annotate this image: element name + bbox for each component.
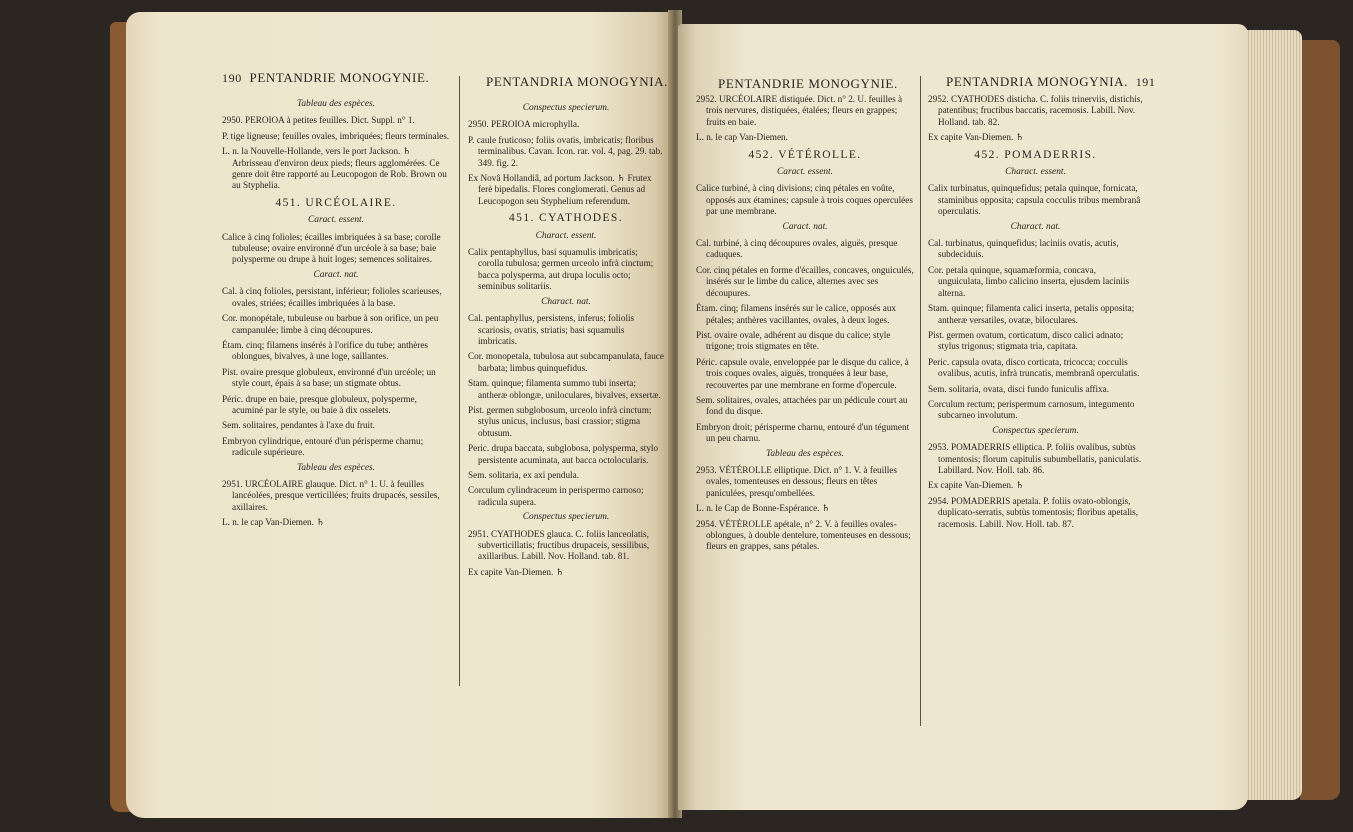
lp-fr-paragraph: Calice à cinq folioles; écailles imbriquées à sa base; corolle tubuleuse; ovaire environné d'un urcéole à sa base; baie polysperme ou drupe à huit loges; semences solitaires. [222,231,441,265]
left-page-header-fr [222,70,429,86]
left-page-french-column [222,96,450,533]
lp-la-paragraph: 2950. PEROIOA microphylla. [468,119,580,130]
rp-la-paragraph: Pist. germen ovatum, corticatum, disco calici adnato; stylus trigonus; stigmata tria, capitata. [928,329,1124,352]
lp-la-caption: Conspectus specierum. [522,512,610,523]
lp-la-paragraph: Peric. drupa baccata, subglobosa, polysperma, stylo persistente acuminata, aut bacca octolocularis. [468,443,659,465]
lp-fr-paragraph: L. n. la Nouvelle-Hollande, vers le port Jackson. ♄ Arbrisseau d'environ deux pieds; fleurs agglomérées. Ce genre doit être rapporté au Leucopogon de Rob. Brown ou au Styphelia. [222,146,447,191]
rp-la-paragraph: Cor. petala quinque, squamæformia, concava, unguiculata, limbo calicino inserta, ejusdem laciniis alterna. [928,264,1130,298]
rp-la-paragraph: 2953. POMADERRIS elliptica. P. foliis ovalibus, subtùs tomentosis; florum capitulis subumbellatis, paniculatis. Labillard. Nov. Holl. tab. 86. [928,442,1142,475]
lp-la-paragraph: Cal. pentaphyllus, persistens, inferus; foliolis scariosis, ovatis, striatis; basi squamulis imbricatis. [468,313,635,346]
rp-fr-paragraph: Cor. cinq pétales en forme d'écailles, concaves, onguiculés, insérés sur le limbe du calice, alternes avec ses découpures. [696,264,914,298]
rp-fr-caption: Caract. nat. [782,221,828,232]
rp-la-paragraph: Sem. solitaria, ovata, disci fundo funiculis affixa. [928,383,1109,394]
rp-fr-paragraph: 2952. URCÉOLAIRE distiquée. Dict. n° 2. U. feuilles à trois nervures, distiquées, étalées; fleurs en grappes; fruits en baie. [696,94,903,127]
lp-fr-caption: Tableau des espèces. [296,462,376,473]
rp-la-paragraph: Ex capite Van-Diemen. ♄ [928,132,1024,143]
lp-fr-paragraph: 2951. URCÉOLAIRE glauque. Dict. n° 1. U. à feuilles lancéolées, presque verticillées; fruits drupacés, sessiles, axillaires. [222,478,440,512]
right-page-title-la: PENTANDRIA MONOGYNIA. [946,74,1128,89]
lp-fr-paragraph: Cor. monopétale, tubuleuse ou barbue à son orifice, un peu campanulée; limbe à cinq découpures. [222,313,439,335]
lp-la-paragraph: Corculum cylindraceum in perispermo carnoso; radicula supera. [468,485,644,507]
lp-fr-paragraph: Embryon cylindrique, entouré d'un périsperme charnu; radicule supérieure. [222,435,424,458]
right-page-number: 191 [1135,75,1156,89]
rp-la-paragraph: Peric. capsula ovata, disco corticata, tricocca; cocculis ovalibus, acutis, infrà truncatis, membranâ operculatis. [928,356,1140,379]
lp-fr-paragraph: Péric. drupe en baie, presque globuleux, polysperme, acuminé par le style, ou baie à dix osselets. [222,393,417,415]
lp-fr-paragraph: Cal. à cinq folioles, persistant, inférieur; folioles scarieuses, ovales, striées; écailles imbriquées à la base. [222,286,442,308]
lp-fr-genus-heading: 451. URCÉOLAIRE. [275,196,397,209]
rp-fr-genus-heading: 452. VÉTÉROLLE. [748,148,862,161]
right-page-french-column [696,94,914,557]
right-page-latin-column [928,94,1143,534]
rp-la-paragraph: Corculum rectum; perispermum carnosum, integumento subcarneo involutum. [928,398,1135,421]
lp-fr-paragraph: 2950. PEROIOA à petites feuilles. Dict. Suppl. n° 1. [222,115,415,126]
rp-la-paragraph: Calix turbinatus, quinquefidus; petala quinque, fornicata, staminibus opposita; capsula cocculis tribus membranâ operculatis. [928,183,1141,217]
rp-fr-caption: Tableau des espèces. [765,448,845,459]
lp-fr-caption: Tableau des espèces. [296,99,376,109]
lp-fr-paragraph: L. n. le cap Van-Diemen. ♄ [222,517,325,528]
left-page [126,12,671,818]
lp-la-paragraph: Cor. monopetala, tubulosa aut subcampanulata, fauce barbata; limbus quinquefidus. [468,351,664,373]
rp-la-genus-heading: 452. POMADERRIS. [974,148,1097,161]
rp-fr-paragraph: L. n. le Cap de Bonne-Espérance. ♄ [696,503,831,514]
rp-la-paragraph: Stam. quinque; filamenta calici inserta, petalis opposita; antheræ versatiles, ovatæ, biloculares. [928,303,1135,325]
lp-la-paragraph: P. caule fruticoso; foliis ovatis, imbricatis; floribus terminalibus. Cavan. Icon. rar. vol. 4, pag. 29. tab. 349. fig. 2. [468,134,663,168]
lp-la-paragraph: Pist. germen subglobosum, urceolo infrà cinctum; stylus unicus, inclusus, basi crassior; stigma obtusum. [468,404,652,438]
rp-la-paragraph: Ex capite Van-Diemen. ♄ [928,480,1024,491]
lp-la-paragraph: Calix pentaphyllus, basi squamulis imbricatis; corolla tubulosa; germen urceolo infrà cinctum; bacca polysperma, aut drupa loculis octo; seminibus solitariis. [468,247,654,292]
rp-fr-paragraph: Péric. capsule ovale, enveloppée par le disque du calice, à trois coques ovales, aiguës, tronquées à leur base, recouvertes par une membrane en forme d'opercule. [696,356,909,390]
lp-la-caption: Charact. nat. [541,296,591,307]
lp-la-paragraph: 2951. CYATHODES glauca. C. foliis lanceolatis, subverticillatis; fructibus drupaceis, sessilibus, axillaribus. Labill. Nov. Holland. tab. 81. [468,528,650,562]
left-page-latin-column [468,100,664,582]
lp-la-caption: Charact. essent. [535,230,597,241]
rp-fr-paragraph: Calice turbiné, à cinq divisions; cinq pétales en voûte, opposés aux étamines; capsule à trois coques operculées par une membrane. [696,183,913,217]
lp-fr-caption: Caract. nat. [313,269,359,280]
rp-fr-paragraph: 2954. VÉTÉROLLE apétale, n° 2. V. à feuilles ovales-oblongues, à double dentelure, tomenteuses en dessous; fleurs en grappes, sans pétales. [696,518,911,552]
rp-la-paragraph: 2954. POMADERRIS apetala. P. foliis ovato-oblongis, duplicato-serratis, subtùs tomentosis; floribus apetalis, racemosis. Labill. Nov. Holl. tab. 87. [928,495,1139,529]
left-page-title-fr: PENTANDRIE MONOGYNIE. [249,70,430,85]
lp-fr-paragraph: P. tige ligneuse; feuilles ovales, imbriquées; fleurs terminales. [222,130,450,141]
rp-fr-paragraph: L. n. le cap Van-Diemen. [696,132,788,143]
left-column-rule [459,76,460,686]
rp-la-caption: Charact. nat. [1010,221,1061,232]
lp-la-genus-heading: 451. CYATHODES. [509,212,623,225]
lp-fr-paragraph: Sem. solitaires, pendantes à l'axe du fruit. [222,420,375,431]
right-column-rule [920,76,921,726]
lp-fr-paragraph: Étam. cinq; filamens insérés à l'orifice du tube; anthères oblongues, bivalves, à une loge, saillantes. [222,339,429,362]
rp-fr-paragraph: Embryon droit; périsperme charnu, entouré d'un tégument un peu charnu. [696,421,910,444]
right-page-header-la [946,74,1156,90]
left-page-number: 190 [222,71,242,85]
lp-fr-paragraph: Pist. ovaire presque globuleux, environné d'un urcéole; un style court, épais à sa base; un stigmate obtus. [222,366,436,389]
rp-la-paragraph: 2952. CYATHODES disticha. C. foliis trinerviis, distichis, patentibus; fructibus baccatis, racemosis. Labill. Nov. Holland. tab. 82. [928,94,1143,127]
page-edges [1240,30,1302,800]
lp-la-paragraph: Sem. solitaria, ex axi pendula. [468,469,579,480]
rp-fr-paragraph: Pist. ovaire ovale, adhérent au disque du calice; style trigone; trois stigmates en tête. [696,329,891,352]
rp-fr-paragraph: Étam. cinq; filamens insérés sur le calice, opposés aux pétales; anthères vacillantes, ovales, à deux loges. [696,303,897,325]
right-page-title-fr: PENTANDRIE MONOGYNIE. [718,76,898,91]
rp-la-caption: Conspectus specierum. [992,425,1079,436]
lp-fr-caption: Caract. essent. [308,215,364,226]
rp-fr-paragraph: Cal. turbiné, à cinq découpures ovales, aiguës, presque caduques. [696,238,898,260]
lp-la-caption: Conspectus specierum. [522,103,610,113]
right-page [678,24,1248,810]
rp-fr-paragraph: Sem. solitaires, ovales, attachées par un pédicule court au fond du disque. [696,394,908,417]
rp-la-caption: Charact. essent. [1005,167,1066,178]
book-cover-right [1300,40,1340,800]
rp-fr-paragraph: 2953. VÉTÉROLLE elliptique. Dict. n° 1. V. à feuilles ovales, tomenteuses en dessous; fleurs en têtes paniculées, presqu'ombellées. [696,464,897,498]
rp-la-paragraph: Cal. turbinatus, quinquefidus; laciniis ovatis, acutis, subdeciduis. [928,238,1119,260]
lp-la-paragraph: Ex Novâ Hollandiâ, ad portum Jackson. ♄ Frutex ferè bipedalis. Flores conglomerati. Genus ad Leucopogon seu Styphelium referendum. [468,173,652,206]
rp-fr-caption: Caract. essent. [777,167,833,178]
lp-la-paragraph: Ex capite Van-Diemen. ♄ [468,566,564,577]
left-page-title-la: PENTANDRIA MONOGYNIA. [486,74,668,89]
lp-la-paragraph: Stam. quinque; filamenta summo tubi inserta; antheræ oblongæ, uniloculares, bivalves, exsertæ. [468,378,661,400]
